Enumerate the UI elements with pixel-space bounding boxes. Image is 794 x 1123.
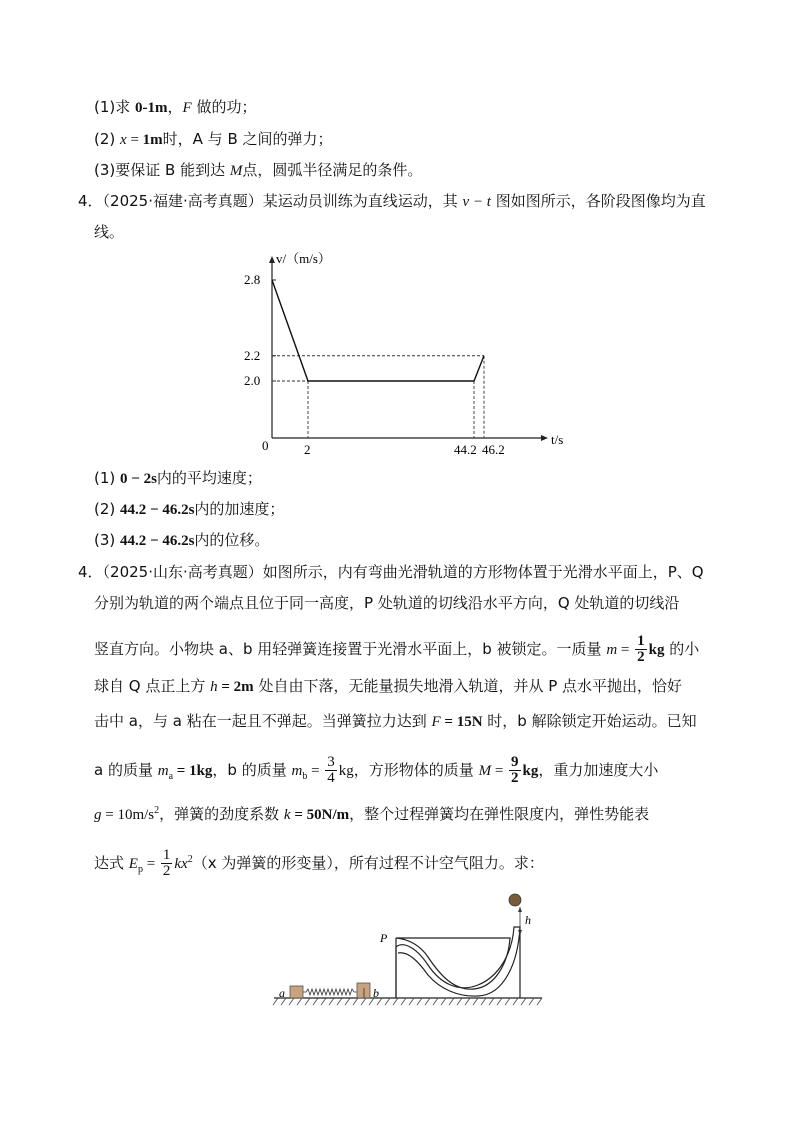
fraction-nine-halves: $\frac{9}{2}$ <box>511 754 519 786</box>
q4a-line2: 线。 <box>94 223 125 241</box>
label-h: h <box>525 913 531 927</box>
q4b-line8: 达式 $E_p$ = $\frac{1}{2}$ $kx^2(x$ 为弹簧的形变量），所有过程不计空气阻力。求： <box>94 847 544 879</box>
label-a: a <box>279 986 285 1000</box>
x-tick-label: 44.2 <box>454 442 477 457</box>
y-tick-label: 2.0 <box>244 373 261 388</box>
ball <box>509 894 521 906</box>
h-arrow-head-top <box>518 907 522 912</box>
x-axis-arrow <box>541 435 548 441</box>
q3-part3: (3)要保证 B 能到达 M点，圆弧半径满足的条件。 <box>94 161 423 179</box>
fraction-three-quarters: $\frac{3}{4}$ <box>327 754 335 786</box>
q4b-line4: 球自 Q 点正上方 h = 2m 处自由下落，无能量损失地滑入轨道，并从 P 点水平抛出，恰好 <box>94 677 683 695</box>
q4b-line3: 竖直方向。小物块 a、b 用轻弹簧连接置于光滑水平面上，b 被锁定。一质量 m = $\frac{1}{2}$ kg 的小 <box>94 633 700 665</box>
q4b-line5: 击中 a，与 a 粘在一起且不弹起。当弹簧拉力达到 F = 15N 时，b 解除锁定开始运动。已知 <box>94 712 697 730</box>
block-b <box>357 983 370 998</box>
vt-chart <box>0 240 794 460</box>
block-a <box>290 986 303 998</box>
origin-label: 0 <box>262 438 269 453</box>
label-b: b <box>373 986 379 1000</box>
q4a-line1: 4．（2025·福建·高考真题）某运动员训练为直线运动，其 v − t 图如图所示，各阶段图像均为直 <box>78 192 706 210</box>
x-tick-label: 46.2 <box>482 442 505 457</box>
q4b-line1: 4．（2025·山东·高考真题）如图所示，内有弯曲光滑轨道的方形物体置于光滑水平面上，P、Q <box>78 563 704 581</box>
label-P: P <box>380 931 388 945</box>
h-arrow-head-bottom <box>518 930 522 935</box>
track-figure <box>268 885 568 1015</box>
q4b-line6: a 的质量 $m_a = 1kg$，b 的质量 $m_b$ = $\frac{3}{4}$ kg，方形物体的质量 M = $\frac{9}{2}$ kg，重力加速度大小 <box>94 754 659 786</box>
fraction-half: $\frac{1}{2}$ <box>637 633 645 665</box>
y-tick-label: 2.2 <box>244 347 261 363</box>
q4a-part2: (2) 44.2 − 46.2s内的加速度； <box>94 500 285 518</box>
track-frame <box>396 938 510 989</box>
q4a-part1: (1) 0 − 2s内的平均速度； <box>94 469 262 487</box>
q4a-part3: (3) 44.2 − 46.2s内的位移。 <box>94 531 270 549</box>
fraction-half-energy: $\frac{1}{2}$ <box>162 847 171 879</box>
q3-part2: (2) x = 1m时，A 与 B 之间的弹力； <box>94 130 333 148</box>
y-axis-label: v/（m/s） <box>276 251 331 266</box>
x-axis-label: t/s <box>551 432 564 447</box>
x-tick-label: 2 <box>304 442 311 457</box>
q4b-line7: $g = 10m/s^2$，弹簧的劲度系数 k = 50N/m，整个过程弹簧均在弹性限度内，弹性势能表 <box>94 805 650 823</box>
spring <box>303 989 357 995</box>
y-axis-arrow <box>269 256 275 263</box>
q3-part1: (1)求 0-1m，F 做的功； <box>94 98 257 116</box>
y-tick-label: 2.8 <box>244 272 261 287</box>
velocity-line <box>272 280 484 381</box>
q4b-line2: 分别为轨道的两个端点且位于同一高度，P 处轨道的切线沿水平方向，Q 处轨道的切线沿 <box>94 594 680 612</box>
ground-hatching <box>273 998 542 1005</box>
